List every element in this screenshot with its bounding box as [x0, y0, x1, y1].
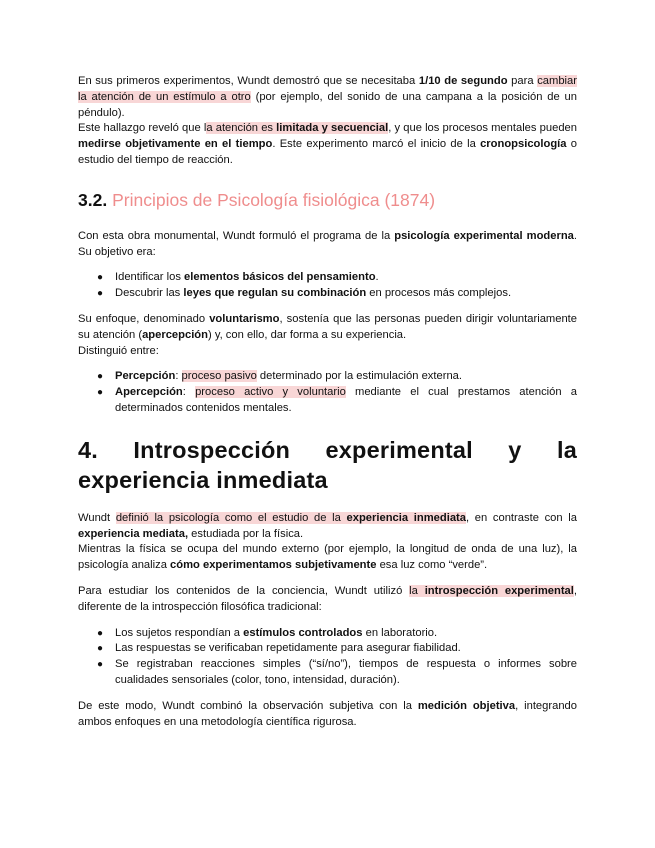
bullet-icon: ●	[97, 387, 104, 399]
paragraph-voluntarism	[78, 312, 577, 344]
bold-text: medición objetiva	[417, 699, 516, 712]
text: Wundt	[78, 511, 116, 524]
text: Su enfoque, denominado	[78, 312, 210, 325]
list-item	[78, 641, 577, 657]
text: Descubrir las	[115, 287, 184, 300]
bullet-icon: ●	[97, 272, 104, 284]
text: Mientras la física se ocupa del mundo externo (por ejemplo, la longitud de onda de una luz), la psicología analiza	[78, 543, 577, 572]
text: mediante el cual prestamos atención a determinados contenidos mentales.	[115, 386, 578, 414]
highlighted-bold-text: introspección experimental	[424, 584, 574, 597]
text: Los sujetos respondían a	[115, 626, 244, 639]
text: ) y, con ello, dar forma a su experiencia.	[207, 328, 407, 341]
bullet-icon: ●	[97, 643, 104, 655]
text: Este hallazgo reveló que l	[78, 122, 207, 135]
text: Las respuestas se verificaban repetidamente para asegurar fiabilidad.	[115, 642, 461, 655]
text: . Su objetivo era:	[78, 229, 577, 258]
text: :	[175, 370, 182, 383]
text: esa luz como “verde”.	[376, 559, 488, 572]
bold-text: psicología experimental moderna	[394, 229, 574, 242]
text: De este modo, Wundt combinó la observación subjetiva con la	[78, 699, 418, 712]
bold-text: Percepción	[115, 370, 176, 383]
text: , sostenía que las personas pueden dirigir voluntariamente su atención (	[78, 312, 578, 341]
bold-text: cómo experimentamos subjetivamente	[170, 559, 377, 572]
text: en procesos más complejos.	[366, 287, 512, 300]
text: o estudio del tiempo de reacción.	[78, 138, 577, 166]
bold-text: medirse objetivamente en el tiempo	[78, 138, 273, 151]
list-item	[78, 657, 577, 689]
text: Se registraban reacciones simples (“sí/no”), tiempos de respuesta o informes sobre cualidades sensoriales (color, tono, intensidad, duración).	[115, 658, 577, 686]
highlighted-text: proceso pasivo	[181, 370, 257, 383]
paragraph-distinguished	[78, 344, 577, 360]
highlighted-text: proceso activo y voluntario	[195, 386, 346, 399]
paragraph-immediate-experience	[78, 511, 577, 543]
bold-text: estímulos controlados	[243, 626, 363, 639]
text: para	[507, 75, 538, 87]
highlighted-bold-text: experiencia inmediata	[346, 511, 466, 524]
text: , y que los procesos mentales pueden	[388, 122, 577, 135]
list-item	[78, 286, 577, 302]
bold-text: experiencia mediata,	[78, 527, 189, 540]
text: Para estudiar los contenidos de la conciencia, Wundt utilizó	[78, 584, 410, 597]
section-title: Principios de Psicología fisiológica (1874)	[112, 189, 436, 210]
bullet-icon: ●	[97, 288, 104, 300]
text: :	[182, 386, 196, 399]
bullet-icon: ●	[97, 371, 104, 383]
text: determinado por la estimulación externa.	[256, 370, 463, 383]
highlighted-text: a atención es	[206, 122, 277, 135]
list-item	[78, 369, 577, 385]
text: Con esta obra monumental, Wundt formuló el programa de la	[78, 229, 395, 242]
paragraph-introspection	[78, 584, 577, 616]
section-number: 3.2.	[78, 189, 108, 210]
text: Distinguió entre:	[78, 344, 159, 357]
paragraph-reaction-time	[78, 74, 577, 121]
bold-text: leyes que regulan su combinación	[183, 287, 367, 300]
perception-list	[78, 369, 577, 416]
section-heading-3-2	[78, 189, 577, 211]
list-item	[78, 626, 577, 642]
document-page	[78, 74, 577, 730]
bold-text: 1/10 de segundo	[418, 75, 508, 87]
text: . Este experimento marcó el inicio de la	[272, 138, 481, 151]
highlighted-bold-text: limitada y secuencial	[276, 122, 389, 135]
text: estudiada por la física.	[188, 527, 304, 540]
highlighted-text: la	[409, 584, 425, 597]
text: En sus primeros experimentos, Wundt demostró que se necesitaba	[78, 75, 419, 87]
paragraph-finding	[78, 121, 577, 168]
text: , en contraste con la	[466, 511, 577, 524]
bold-text: apercepción	[142, 328, 208, 341]
method-list	[78, 626, 577, 689]
bold-text: voluntarismo	[209, 312, 280, 325]
bold-text: cronopsicología	[480, 138, 567, 151]
text: en laboratorio.	[362, 626, 438, 639]
text: .	[375, 271, 379, 284]
text: , diferente de la introspección filosófica tradicional:	[78, 584, 577, 613]
objectives-list	[78, 270, 577, 302]
highlighted-text: cambiar la atención de un estímulo a otro	[78, 75, 577, 103]
bold-text: Apercepción	[115, 386, 183, 399]
text: (por ejemplo, del sonido de una campana a la posición de un péndulo).	[78, 90, 578, 119]
list-item	[78, 270, 577, 286]
paragraph-program	[78, 229, 577, 261]
bullet-icon: ●	[97, 659, 104, 671]
text: , integrando ambos enfoques en una metodología científica rigurosa.	[78, 699, 577, 728]
list-item	[78, 385, 577, 417]
bullet-icon: ●	[97, 627, 104, 639]
bold-text: elementos básicos del pensamiento	[184, 271, 376, 284]
paragraph-physics	[78, 542, 577, 574]
section-heading-4: 4. Introspección experimental y la experiencia inmediata	[78, 436, 577, 493]
paragraph-conclusion	[78, 699, 577, 731]
text: Identificar los	[115, 271, 185, 284]
highlighted-text: definió la psicología como el estudio de la	[115, 511, 347, 524]
